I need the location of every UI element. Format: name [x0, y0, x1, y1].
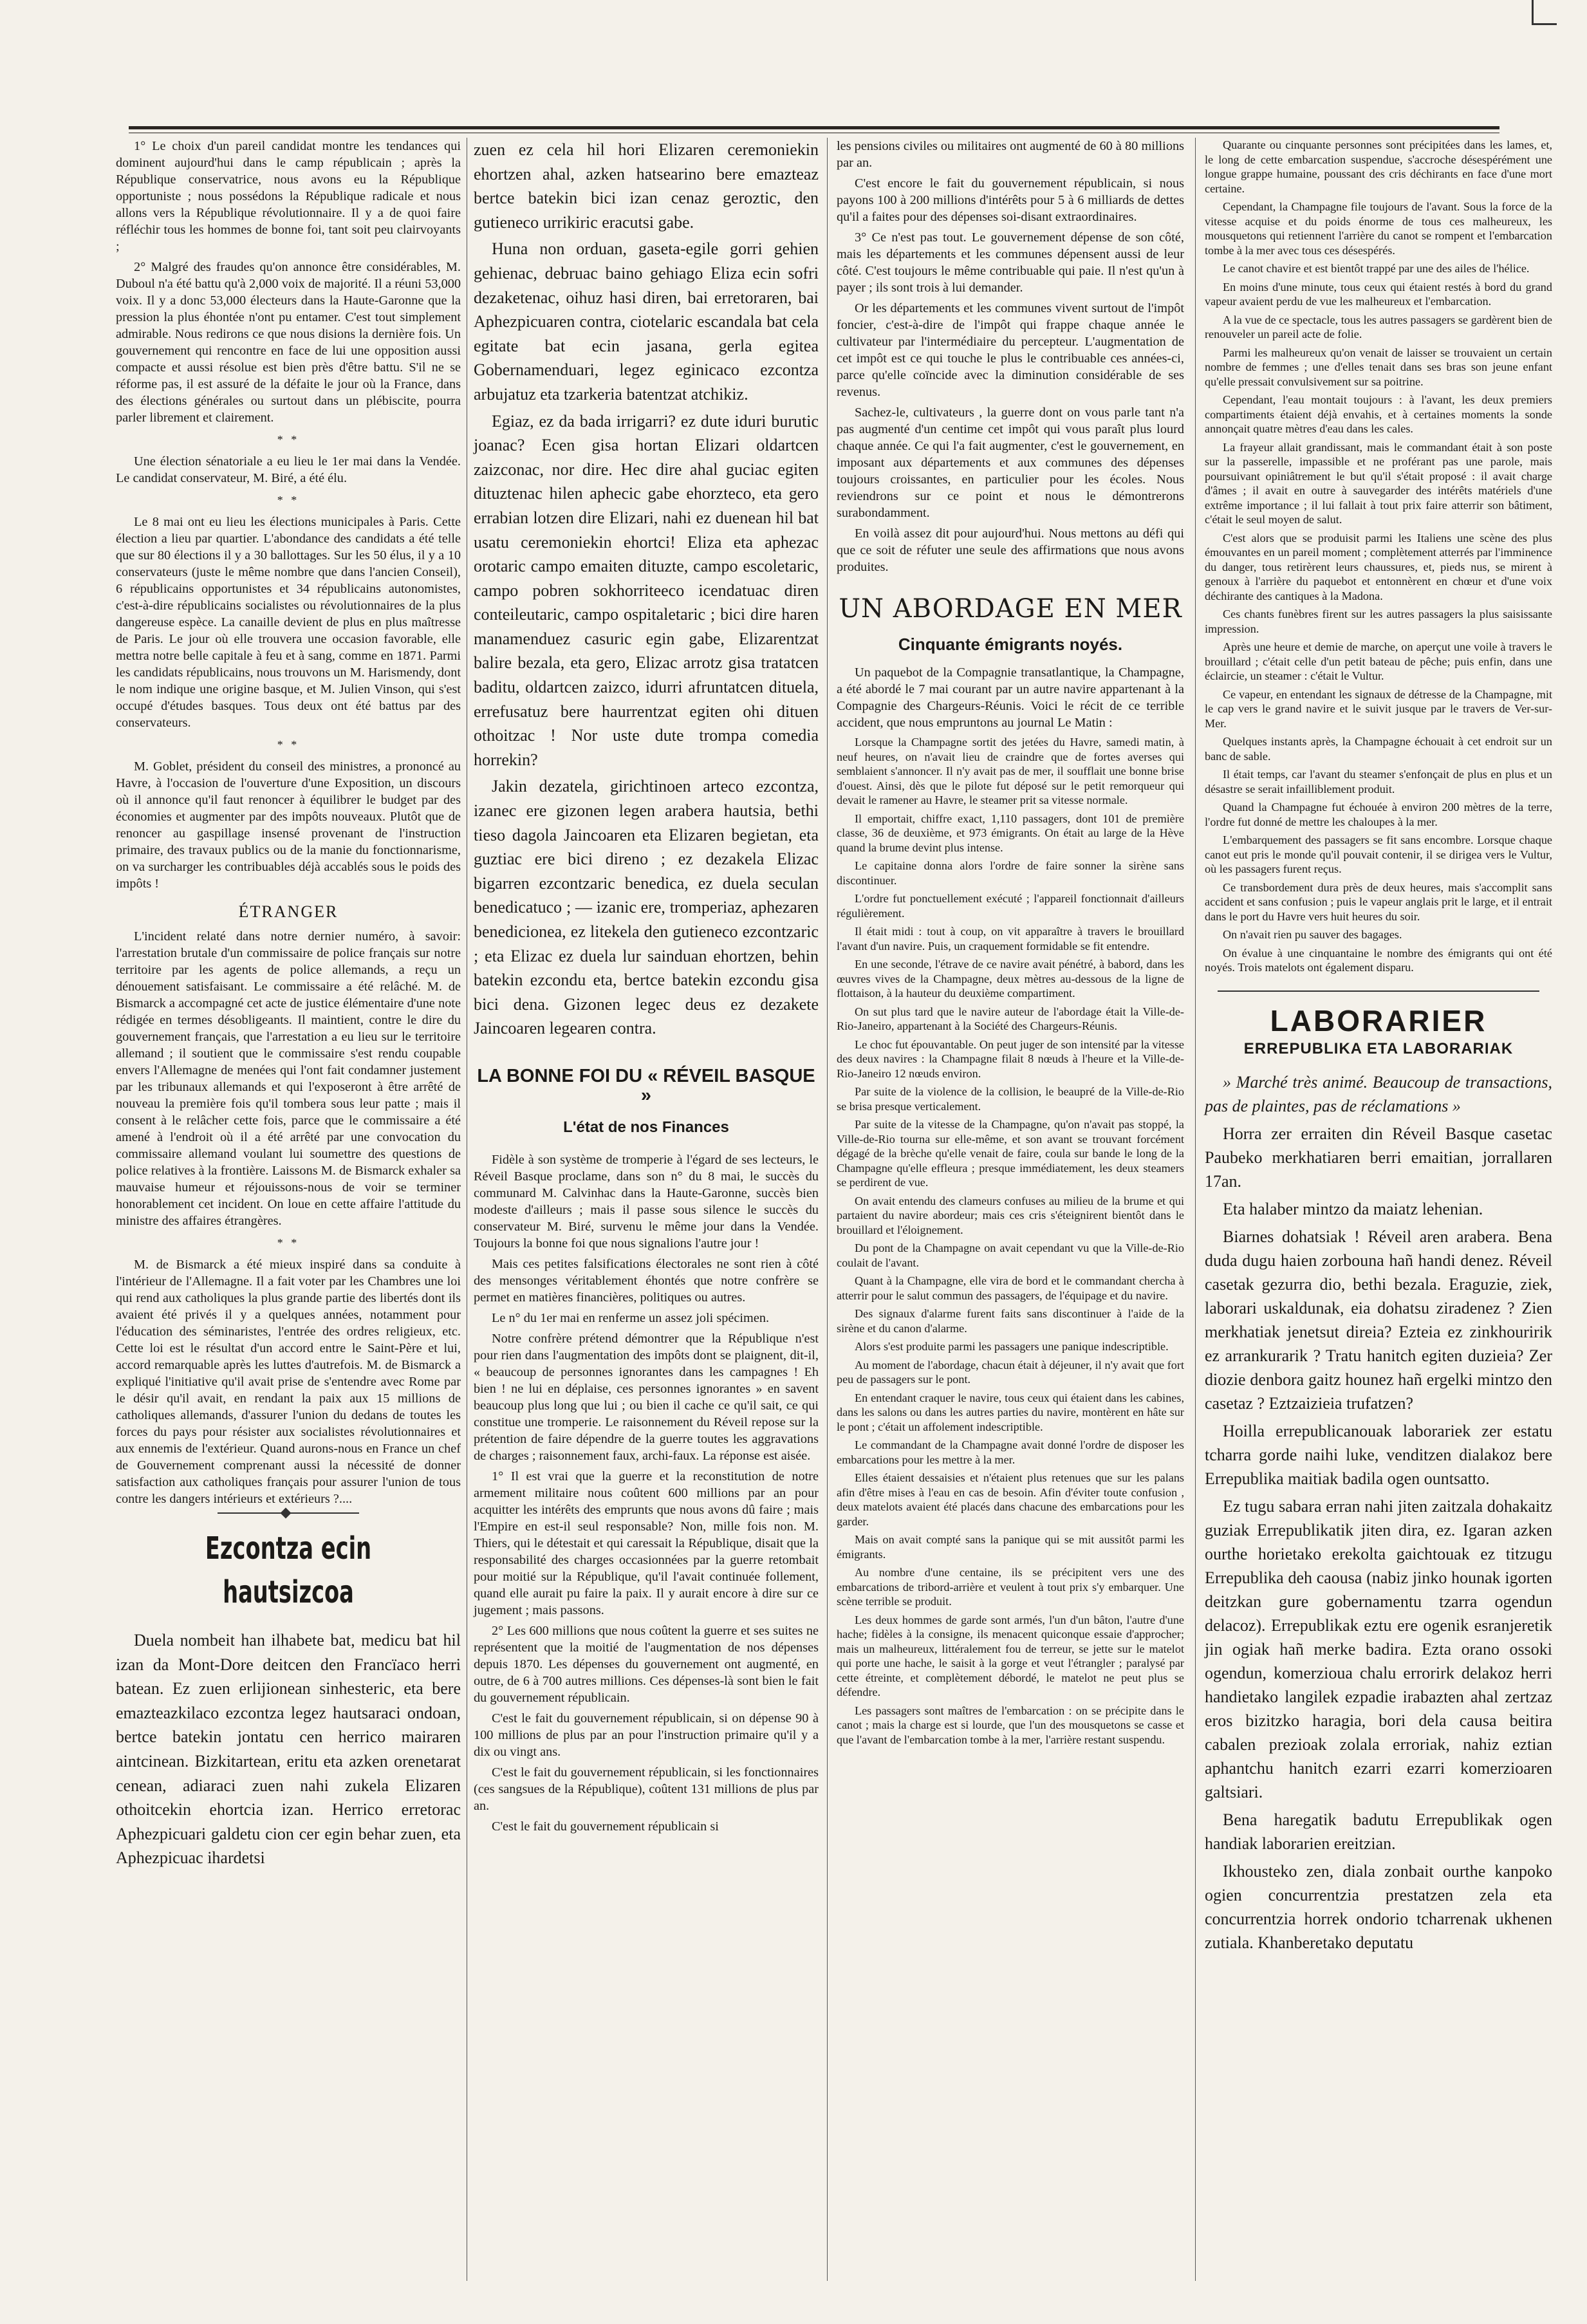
quote: » Marché très animé. Beaucoup de transactions, pas de plaintes, pas de réclamations »	[1205, 1072, 1552, 1115]
paragraph: L'ordre fut ponctuellement exécuté ; l'appareil fonctionnait d'ailleurs régulièrement.	[837, 892, 1184, 920]
asterism: * *	[277, 494, 300, 507]
paragraph: Du pont de la Champagne on avait cependant vu que la Ville-de-Rio coulait de l'avant.	[837, 1241, 1184, 1269]
paragraph: En moins d'une minute, tous ceux qui étaient restés à bord du grand vapeur avaient perdu de vue les malheureux et l'embarcation.	[1205, 280, 1552, 308]
paragraph: On n'avait rien pu sauver des bagages.	[1223, 928, 1402, 941]
paragraph: les pensions civiles ou militaires ont augmenté de 60 à 80 millions par an.	[837, 139, 1184, 170]
article-title: LA BONNE FOI DU « RÉVEIL BASQUE »	[477, 1065, 815, 1106]
article-title: Ezcontza ecin hautsizcoa	[205, 1530, 372, 1610]
paragraph: Au moment de l'abordage, chacun était à déjeuner, il n'y avait que fort peu de passagers sur le pont.	[837, 1358, 1184, 1386]
paragraph: En entendant craquer le navire, tous ceux qui étaient dans les cabines, dans les salons ou dans les autres parties du navire, montèrent en hâte sur le pont ; c'était un affolement indescriptible.	[837, 1391, 1184, 1433]
paragraph: Il était midi : tout à coup, on vit apparaître à travers le brouillard l'avant d'un navire. Puis, un craquement formidable se fit entendre.	[837, 925, 1184, 953]
paragraph: Mais on avait compté sans la panique qui se mit aussitôt parmi les émigrants.	[837, 1533, 1184, 1561]
paragraph: Le choc fut épouvantable. On peut juger de son intensité par la vitesse des deux navires : la Champagne filait 8 nœuds à l'heure et la Ville-de-Rio-Janeiro 12 nœuds environ.	[837, 1037, 1184, 1080]
paragraph: Fidèle à son système de tromperie à l'égard de ses lecteurs, le Réveil Basque proclame, dans son n° du 8 mai, le succès du communard M. Calvinhac dans la Haute-Garonne, succès bien modeste d'ailleurs ; mais il passe sous silence le succès du conservateur M. Biré, survenu le même jour dans la Vendée. Toujours la bonne foi que nous signalions l'autre jour !	[474, 1152, 819, 1250]
paragraph: C'est le fait du gouvernement républicain si	[492, 1819, 719, 1834]
paragraph: Le canot chavire et est bientôt trappé par une des ailes de l'hélice.	[1223, 262, 1530, 275]
paragraph: Une élection sénatoriale a eu lieu le 1er mai dans la Vendée. Le candidat conservateur, M. Biré, a été élu.	[116, 454, 461, 485]
paragraph: Hoilla errepublicanouak laborariek zer estatu tcharra gorde naihi luke, venditzen dialakoz bere Errepublika maitiak badila ogen ountsatto.	[1205, 1421, 1552, 1488]
article-title: LABORARIER	[1270, 1003, 1487, 1037]
paragraph: En une seconde, l'étrave de ce navire avait pénétré, à babord, dans les œuvres vives de la Champagne, deux mètres au-dessous de la ligne de flottaison, à la hauteur du deuxième compartiment.	[837, 958, 1184, 999]
paragraph: Il emportait, chiffre exact, 1,110 passagers, dont 101 de première classe, 36 de deuxième, et 973 émigrants. On était au large de la Hève quand la brume devint plus intense.	[837, 812, 1184, 854]
section-heading: ÉTRANGER	[238, 902, 339, 921]
paragraph: Alors s'est produite parmi les passagers une panique indescriptible.	[855, 1340, 1169, 1353]
paragraph: Après une heure et demie de marche, on aperçut une voile à travers le brouillard ; c'était celle d'un petit bateau de pêche; puis enfin, dans une éclaircie, un steamer : c'était le Vultur.	[1205, 640, 1552, 682]
paragraph: 2° Malgré des fraudes qu'on annonce être considérables, M. Duboul n'a été battu qu'à 2,000 voix de majorité. Il a réuni 53,000 voix. Il y a donc 53,000 électeurs dans la Haute-Garonne que la pression la plus éhontée n'ont pu entamer. C'est tout simplement admirable. Nous redirons ce que nous disions la dernière fois. Un gouvernement qui rencontre en face de lui une opposition aussi compacte et aussi résolue est bien près d'être battu. S'il ne se réforme pas, il est assuré de la défaite le jour où la France, dans des élections générales ou surtout dans un plébiscite, pourra parler librement et clairement.	[116, 260, 461, 425]
paragraph: Sachez-le, cultivateurs , la guerre dont on vous parle tant n'a pas augmenté d'un centime cet impôt qui vous paraît plus lourd chaque année. Ce qui l'a fait augmenter, c'est le gouvernement, en imposant aux départements et aux communes des dépenses toujours croissantes, en particulier pour les écoles. Nous reviendrons sur ce point et nous le démontrerons surabondamment.	[837, 405, 1184, 520]
paragraph: Ce vapeur, en entendant les signaux de détresse de la Champagne, mit le cap vers le grand navire et le suivit jusque par le travers de Ver-sur-Mer.	[1205, 687, 1552, 730]
paragraph: 3° Ce n'est pas tout. Le gouvernement dépense de son côté, mais les départements et les communes dépensent aussi de leur côté. C'est toujours le même contribuable qui paie. Il n'est qu'un à payer ; ils sont trois à lui demander.	[837, 230, 1184, 295]
paragraph: Ces chants funèbres firent sur les autres passagers la plus saisissante impression.	[1205, 608, 1552, 635]
article-subtitle: ERREPUBLIKA ETA LABORARIAK	[1243, 1039, 1514, 1057]
paragraph: On évalue à une cinquantaine le nombre des émigrants qui ont été noyés. Trois matelots ont également disparu.	[1205, 946, 1552, 974]
paragraph: Par suite de la vitesse de la Champagne, qu'on n'avait pas stoppé, la Ville-de-Rio tourna sur elle-même, et son avant se trouvant forcément dégagé de la brèche qu'elle venait de faire, coula sur bande le long de la Champagne qu'elle effleura ; presque immédiatement, les deux steamers se perdirent de vue.	[837, 1118, 1184, 1189]
paragraph: A la vue de ce spectacle, tous les autres passagers se gardèrent bien de renouveler un pareil acte de folie.	[1205, 313, 1552, 340]
column-3	[837, 138, 1184, 1751]
paragraph: M. Goblet, président du conseil des ministres, a prononcé au Havre, à l'occasion de l'ouverture d'une Exposition, un discours où il annonce qu'il faut renoncer à équilibrer le budget par des économies et augmenter par des impôts nouveaux. Plutôt que de renoncer au gaspillage insensé provenant de l'instruction primaire, des travaux publics ou de la manie du fonctionnarisme, on va surcharger les contribuables déjà accablés sous le poids des impôts !	[116, 759, 461, 891]
paragraph: C'est alors que se produisit parmi les Italiens une scène des plus émouvantes en un pareil moment ; complètement atterrés par l'imminence du danger, tous retirèrent leurs chaussures, et, pieds nus, se mirent à genoux à l'arrière du paquebot et entonnèrent en chœur et d'une voix déchirante des cantiques à la Madona.	[1205, 531, 1552, 602]
asterism: * *	[277, 433, 300, 446]
paragraph: L'embarquement des passagers se fit sans encombre. Lorsque chaque canot eut pris le monde qu'il pouvait contenir, il se dirigea vers le Vultur, où les passagers furent reçus.	[1205, 833, 1552, 875]
paragraph: Quant à la Champagne, elle vira de bord et le commandant chercha à atterrir pour le salut commun des passagers, de l'équipage et du navire.	[837, 1274, 1184, 1302]
top-rule	[129, 126, 1499, 129]
paragraph: Duela nombeit han ilhabete bat, medicu bat hil izan da Mont-Dore deitcen den Francïaco herri batean. Ez zuen erlijionean sinhesteric, eta bere emazteazkilaco ezcontza legez hautsaraci ondoan, bertce batekin jontatu cen herrico mairaren aintcinean. Bizkitartean, eritu eta azken orenetarat cenean, adiaraci zuen nahi zukela Elizaren othoitcekin ehortcia izan. Herrico erretorac Aphezpicuari galdetu cion cer egin behar zuen, eta Aphezpicuac ihardetsi	[116, 1631, 461, 1868]
paragraph: zuen ez cela hil hori Elizaren ceremoniekin ehortzen ahal, azken hatsearino bere emazteaz bertce batekin bici izan cenaz geroztic, den gutieneco urrikiric eracutsi gabe.	[474, 140, 819, 232]
article-title: UN ABORDAGE EN MER	[839, 594, 1182, 624]
paragraph: Cependant, l'eau montait toujours : à l'avant, les deux premiers compartiments étaient déjà envahis, et à certaines moments la sonde annonçait quatre mètres d'eau dans les cales.	[1205, 393, 1552, 435]
column-divider	[827, 138, 828, 2281]
paragraph: Le 8 mai ont eu lieu les élections municipales à Paris. Cette élection a lieu par quartier. L'abondance des candidats a été telle que sur 80 élections il y a 30 ballottages. Sur les 50 élus, il y a 10 conservateurs (juste le même nombre que dans l'ancien Conseil), 6 républicains opportunistes et 34 républicains autonomistes, c'est-à-dire républicains socialistes ou révolutionnaires de la plus dangereuse espèce. La canaille devient de plus en plus maîtresse de Paris. Le jour où elle trouvera une occasion favorable, elle mettra notre belle capitale à feu et à sang, comme en 1871. Parmi les candidats républicains, nous trouvons un M. Harismendy, dont le nom indique une origine basque, et M. Julien Vinson, qui s'est occupé d'études basques. Tous deux ont été battus par des conservateurs.	[116, 515, 461, 730]
paragraph: 2° Les 600 millions que nous coûtent la guerre et ses suites ne représentent que la moitié de l'augmentation de nos dépenses depuis 1870. Les dépenses du gouvernement ont augmenté, en outre, de 6 à 700 autres millions. Ces dépenses-là sont bien le fait du gouvernement républicain.	[474, 1623, 819, 1705]
paragraph: Ikhousteko zen, diala zonbait ourthe kanpoko ogien concurrentzia prestatzen zela eta concurrentzia horrek ondorio tcharrenak ukhenen zutiala. Khanberetako deputatu	[1205, 1861, 1552, 1952]
paragraph: C'est le fait du gouvernement républicain, si on dépense 90 à 100 millions de plus par an pour l'instruction primaire qu'il y a dix ou vingt ans.	[474, 1711, 819, 1759]
paragraph: Les passagers sont maîtres de l'embarcation : on se précipite dans le canot ; mais la charge est si lourde, que l'un des mousquetons se casse et que l'avant de l'embarcation tombe à la mer, l'arrière restant suspendu.	[837, 1704, 1184, 1746]
ornament-divider	[218, 1512, 359, 1518]
paragraph: Un paquebot de la Compagnie transatlantique, la Champagne, a été abordé le 7 mai courant par un autre navire appartenant à la Compagnie des Chargeurs-Réunis. Voici le récit de ce terrible accident, que nous empruntons au journal Le Matin :	[837, 665, 1184, 730]
asterism: * *	[277, 1236, 300, 1249]
paragraph: Horra zer erraiten din Réveil Basque casetac Paubeko merkhatiaren berri emaitian, jorrallaren 17an.	[1205, 1124, 1552, 1191]
paragraph: Le capitaine donna alors l'ordre de faire sonner la sirène sans discontinuer.	[837, 859, 1184, 887]
paragraph: Par suite de la violence de la collision, le beaupré de la Ville-de-Rio se brisa presque verticalement.	[837, 1085, 1184, 1113]
asterism: * *	[277, 738, 300, 751]
column-2	[474, 138, 819, 1839]
section-rule	[1218, 990, 1539, 992]
paragraph: Des signaux d'alarme furent faits sans discontinuer à l'aide de la sirène et du canon d'alarme.	[837, 1307, 1184, 1335]
paragraph: 1° Il est vrai que la guerre et la reconstitution de notre armement militaire nous coûtent 600 millions par an pour acquitter les intérêts des emprunts que nous avons dû faire ; mais l'Empire en est-il seul responsable? Non, mille fois non. M. Thiers, qui le détestait et qui caressait la République, disait que la responsabilité des charges occasionnées par la guerre retombait pour moitié sur la République, qu'il l'avait continuée follement, quand elle aurait pu faire la paix. Il y aurait encore à dire sur ce jugement ; mais passons.	[474, 1469, 819, 1617]
paragraph: On sut plus tard que le navire auteur de l'abordage était la Ville-de-Rio-Janeiro, appartenant à la Société des Chargeurs-Réunis.	[837, 1005, 1184, 1032]
paragraph: Le commandant de la Champagne avait donné l'ordre de disposer les embarcations pour les mettre à la mer.	[837, 1438, 1184, 1466]
paragraph: Parmi les malheureux qu'on venait de laisser se trouvaient un certain nombre de femmes ; une d'elles tenait dans ses bras son jeune enfant qu'elle pressait convulsivement sur sa poitrine.	[1205, 346, 1552, 388]
column-4	[1205, 138, 1552, 1958]
paragraph: Quand la Champagne fut échouée à environ 200 mètres de la terre, l'ordre fut donné de mettre les chaloupes à la mer.	[1205, 801, 1552, 828]
paragraph: Eta halaber mintzo da maiatz lehenian.	[1223, 1199, 1483, 1218]
paragraph: On avait entendu des clameurs confuses au milieu de la brume et qui partaient du navire abordeur; mais ces cris s'éteignirent bientôt dans le brouillard et l'éloignement.	[837, 1194, 1184, 1236]
paragraph: Les deux hommes de garde sont armés, l'un d'un bâton, l'autre d'une hache; fidèles à la consigne, ils menacent quiconque essaie d'approcher; mais un malheureux, littéralement fou de terreur, se jette sur le matelot qui porte une hache, le saisit à la gorge et veut l'étrangler ; paralysé par cette étreinte, et complètement débordé, le matelot ne peut plus se défendre.	[837, 1613, 1184, 1698]
article-subtitle: Cinquante émigrants noyés.	[898, 635, 1123, 654]
paragraph: Cependant, la Champagne file toujours de l'avant. Sous la force de la vitesse acquise et du poids énorme de tous ces malheureux, les mousquetons qui retiennent l'arrière du canot se rompent et l'embarcation tombe à la mer avec tous ces désespérés.	[1205, 200, 1552, 257]
paragraph: M. de Bismarck a été mieux inspiré dans sa conduite à l'intérieur de l'Allemagne. Il a fait voter par les Chambres une loi qui rend aux catholiques la plus grande partie des libertés dont ils avaient été privés il y a quelques années, notamment pour l'éducation des séminaristes, l'entrée des ordres religieux, etc. Cette loi est le résultat d'un accord entre le Saint-Père et lui, accord remarquable après les luttes d'autrefois. M. de Bismarck a expliqué l'initiative qu'il avait prise de s'entendre avec Rome par le désir qu'il avait, en rendant la paix aux 15 millions de catholiques allemands, d'assurer l'union du dedans de toutes les forces du pays pour résister aux socialistes révolutionnaires et aux ennemis de l'extérieur. Quand aurons-nous en France un chef de Gouvernement comprenant aussi la nécessité de donner satisfaction aux catholiques français pour assurer l'union de tous contre les dangers intérieurs et extérieurs ?....	[116, 1258, 461, 1506]
paragraph: C'est le fait du gouvernement républicain, si les fonctionnaires (ces sangsues de la République), coûtent 131 millions de plus par an.	[474, 1765, 819, 1813]
paragraph: C'est encore le fait du gouvernement républicain, si nous payons 100 à 200 millions d'intérêts pour 5 à 6 milliards de dettes qu'il a faites pour des dépenses soi-disant extraordinaires.	[837, 176, 1184, 224]
paragraph: Il était temps, car l'avant du steamer s'enfonçait de plus en plus et un désastre se serait infailliblement produit.	[1205, 768, 1552, 795]
paragraph: L'incident relaté dans notre dernier numéro, à savoir: l'arrestation brutale d'un commissaire de police français sur notre territoire par les agents de police allemands, a reçu un dénouement satisfaisant. Le commissaire a été relâché. M. de Bismarck a accompagné cet acte de justice élémentaire d'une note rédigée en termes désobligeants. Il maintient, contre le dire du gouvernement français, que l'arrestation a eu lieu sur le territoire allemand ; il soutient que le commissaire s'est rendu coupable envers l'Allemagne de menées qui l'ont fait condamner justement par les tribunaux allemands et qui l'exposeront à être arrêté de nouveau la première fois qu'il tombera sous leur patte ; mais il consent à le relâcher cette fois, parce que le commissaire a été amené à l'endroit où il a été arrêté par une convocation du commissaire allemand voulant lui soumettre des questions de police relatives à la frontière. Laissons M. de Bismarck exhaler sa mauvaise humeur et réjouissons-nous de voir se terminer honorablement cet incident. On loue en cette affaire l'attitude du ministre des affaires étrangères.	[116, 929, 461, 1228]
paragraph: Quelques instants après, la Champagne échouait à cet endroit sur un banc de sable.	[1205, 735, 1552, 763]
paragraph: Bena haregatik badutu Errepublikak ogen handiak laborarien ereitzian.	[1205, 1810, 1552, 1853]
paragraph: Elles étaient dessaisies et n'étaient plus retenues que sur les palans afin d'être mises à l'eau en cas de besoin. Afin d'éviter toute confusion , deux matelots avaient été placés dans chacune des embarcations pour les garder.	[837, 1471, 1184, 1528]
paragraph: Ez tugu sabara erran nahi jiten zaitzala dohakaitz guziak Errepublikatik jiten dira, ez. Igaran azken ourthe horietako erekolta gaichtouak ez titzugu Errepublika deh caousa (nabiz jinko hounak igorten deitzkan gure gobernamentu tzarra ogendun delacoz). Errepublikak eztu ere ogenik esranjeretik jin ogiak hañ merke badira. Ezta orano ossoki ogendun, komerzioua chalu errorirk delakoz herri handietako langilek ezpadie irabazten ahal zertzaz eros bizitzko haragia, bori dela causa beitira cabalen prezioak zolala erroriak, nahiz eztian aphantchu hanitch ezarri ezarri komerzioaren galtsiari.	[1205, 1496, 1552, 1801]
paragraph: Notre confrère prétend démontrer que la République n'est pour rien dans l'augmentation des impôts dont se plaignent, dit-il, « beaucoup de personnes ignorantes dans les campagnes ! Eh bien ! ne lui en déplaise, ces personnes ignorantes » en savent beaucoup plus long que lui ; ou bien il cache ce qu'il sait, ce qui constitue une tromperie. Le raisonnement du Réveil repose sur la prétention de faire dépendre de la guerre toutes les aggravations de charges ; raisonnement faux, archi-faux. La réponse est aisée.	[474, 1331, 819, 1463]
paragraph: Le n° du 1er mai en renferme un assez joli spécimen.	[492, 1310, 770, 1325]
paragraph: Lorsque la Champagne sortit des jetées du Havre, samedi matin, à neuf heures, on n'avait lieu de craindre que de fortes averses qui semblaient s'annoncer. Il n'y avait pas de mer, il soufflait une bonne brise d'ouest. Ainsi, dès que le pilote fut déposé sur le petit remorqueur qui devait le ramener au Havre, le steamer prit sa vitesse normale.	[837, 736, 1184, 806]
paragraph: Ce transbordement dura près de deux heures, mais s'accomplit sans accident et sans confusion ; puis le vapeur anglais prit le large, et il entrait dans le port du Havre vers huit heures du soir.	[1205, 880, 1552, 923]
column-divider	[1195, 138, 1196, 2281]
corner-mark	[1532, 0, 1557, 25]
paragraph: Biarnes dohatsiak ! Réveil aren arabera. Bena duda dugu haien zorbouna hañ handi denez. Réveil casetak gezurra dio, bethi bezala. Eraguzie, ziek, laborari uskaldunak, eia dohatsu ziradenez ? Zien merkhatiak jenetsut direia? Ezteia ez zinkhouririk ez arrankurarik ? Tratu hanitch egiten duzieia? Zer diozie denbora gaitz hounez hañ ergelki mintzo den casetaz ? Eztzaizieia trufatzen?	[1205, 1227, 1552, 1413]
paragraph: Mais ces petites falsifications électorales ne sont rien à côté des mensonges véritablement éhontés que notre confrère se permet en matières financières, politiques ou autres.	[474, 1256, 819, 1305]
paragraph: Jakin dezatela, girichtinoen arteco ezcontza, izanec ere gizonen legen arabera hautsia, bethi tieso dagola Jaincoaren eta Elizaren begietan, eta guztiac ere bici direno ; ez dezakela Elizac bigarren ezcontzaric benedica, ez duela seculan benedicatuco ; — izanic ere, tromperiaz, aphezaren benedicionea, ez litekela den gutieneco ezcontzaric ; eta Elizac ez duela lur sainduan ehortzen, behin batekin ezcondu eta, bertce batekin ezcondu gisa bici dena. Gizonen legec deus ez dezakete Jaincoaren legearen contra.	[474, 777, 819, 1038]
paragraph: En voilà assez dit pour aujourd'hui. Nous mettons au défi qui que ce soit de réfuter une seule des affirmations que nous avons produites.	[837, 526, 1184, 574]
column-1	[116, 138, 461, 1873]
article-subtitle: L'état de nos Finances	[563, 1118, 729, 1136]
paragraph: Quarante ou cinquante personnes sont précipitées dans les lames, et, le long de cette embarcation suspendue, s'accroche désespérément une longue grappe humaine, poussant des cris déchirants en face d'une mort certaine.	[1205, 138, 1552, 195]
paragraph: La frayeur allait grandissant, mais le commandant était à son poste sur la passerelle, impassible et ne proférant pas une parole, mais poursuivant opiniâtrement le but qu'il s'était proposé : il avait charge d'âmes ; il avait en outre à sauvegarder des intérêts matériels d'une extrême importance ; il lui fallait à tout prix faire atterrir son bâtiment, c'était le seul moyen de salut.	[1205, 440, 1552, 526]
paragraph: Au nombre d'une centaine, ils se précipitent vers une des embarcations de tribord-arrière et veulent à tout prix s'y embarquer. Une scène terrible se produit.	[837, 1566, 1184, 1608]
paragraph: Huna non orduan, gaseta-egile gorri gehien gehienac, debruac baino gehiago Eliza ecin sofri dezaketenac, oihuz hasi diren, bai erretoraren, bai Aphezpicuaren contra, ciotelaric escandala bat cela egitate bat ecin jasana, gerla egitea Gobernamenduari, legez eginicaco ezcontza arbujatuz eta tzarkeria batentzat atchikiz.	[474, 239, 819, 404]
paragraph: Or les départements et les communes vivent surtout de l'impôt foncier, c'est-à-dire de l'impôt qui frappe chaque année le cultivateur par l'intermédiaire du percepteur. L'augmentation de cet impôt est ce qui touche le plus le contribuable ces années-ci, parce qu'elle coïncide avec la diminution considérable de ses revenus.	[837, 301, 1184, 399]
paragraph: 1° Le choix d'un pareil candidat montre les tendances qui dominent aujourd'hui dans le camp républicain ; après la République conservatrice, nous avons eu la République opportuniste ; nous possédons la République radicale et nous allons vers la République révolutionnaire. Il y a de quoi faire réfléchir tous les hommes de bonne foi, tant soit peu clairvoyants ;	[116, 139, 461, 254]
paragraph: Egiaz, ez da bada irrigarri? ez dute iduri burutic joanac? Ecen gisa hortan Elizari oldartcen zaizconac, nor dire. Hec dire ahal guciac egiten dituztenac hilen aphecic gabe ehorzteco, eta gero errabian lotzen dire Elizari, nahi ez duenean hil bat usatu ceremoniekin ehortci! Eliza eta aphezac orotaric campo emaiten dituzte, campo escoletaric, campo pobren sokhorriteeco icendatuac diren conteileutaric, campo ospitaletaric ; bici dire haren manamenduez casuric egin gabe, Elizarentzat balire bezala, eta gero, Elizac arrotz gisa tratatcen baditu, oldartcen zaizco, idurri afruntatcen dituela, errefusatuz bere haurrentzat egiten ohi dituen othoitzac ! Nor uste dute trompa comedia horrekin?	[474, 411, 819, 769]
